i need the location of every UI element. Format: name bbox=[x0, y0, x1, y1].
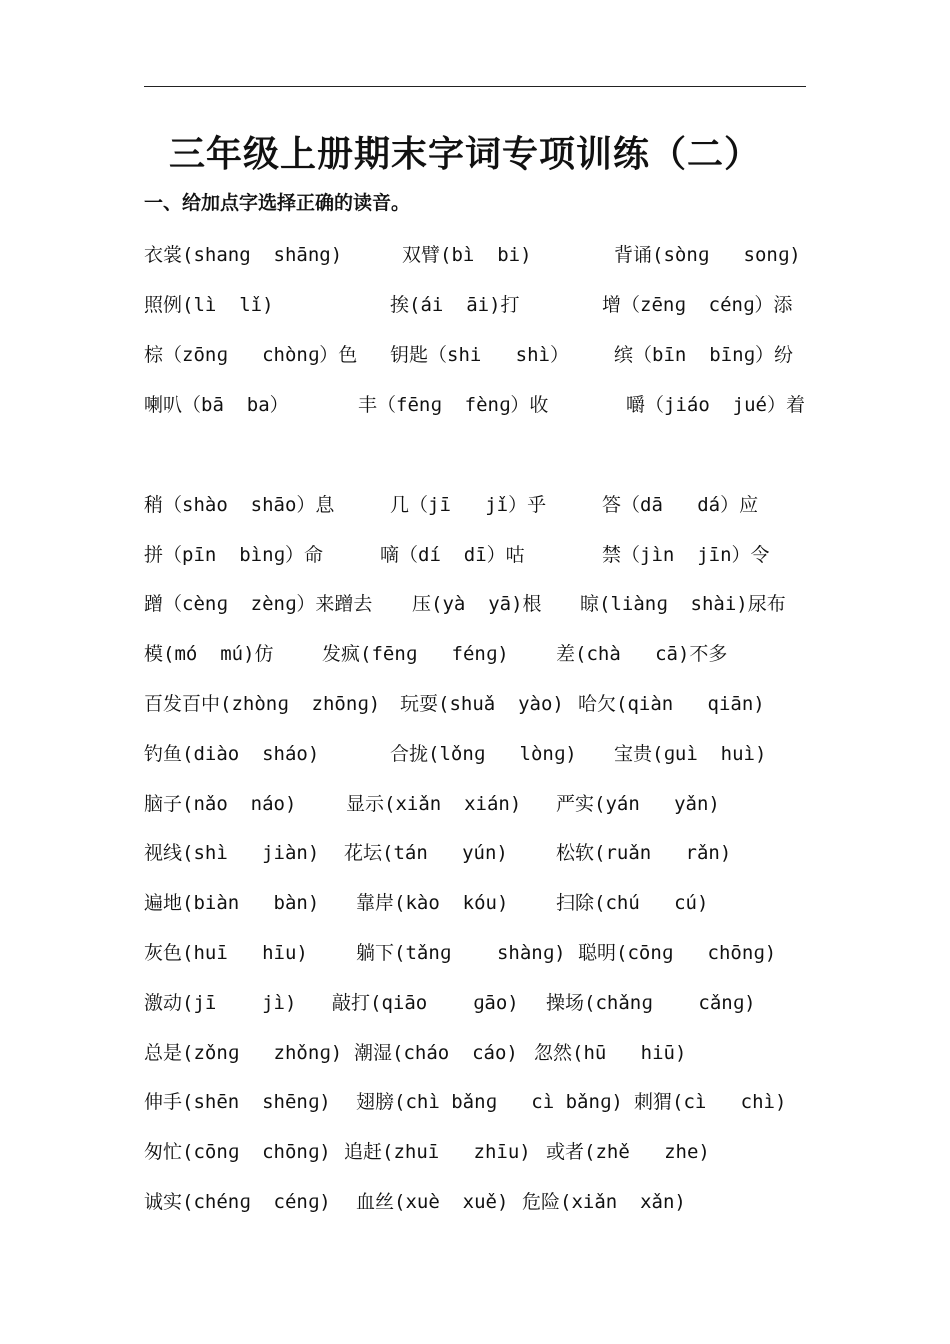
exercise-item: 显示(xiǎn xián) bbox=[346, 793, 522, 815]
exercise-item: 嚼（jiáo jué）着 bbox=[626, 394, 805, 416]
exercise-item: 禁（jìn jīn）令 bbox=[602, 544, 770, 566]
exercise-row bbox=[144, 540, 824, 570]
exercise-item: 扫除(chú cú) bbox=[556, 892, 709, 914]
exercise-row bbox=[144, 240, 824, 270]
exercise-item: 总是(zǒnɡ zhǒnɡ) bbox=[144, 1042, 343, 1064]
exercise-row bbox=[144, 938, 824, 968]
exercise-item: 玩耍(shuǎ yào) bbox=[400, 693, 564, 715]
exercise-item: 喇叭（bā ba） bbox=[144, 394, 289, 416]
exercise-item: 增（zēnɡ cénɡ）添 bbox=[602, 294, 793, 316]
exercise-item: 背诵(sònɡ sonɡ) bbox=[614, 244, 801, 266]
exercise-item: 操场(chǎnɡ cǎnɡ) bbox=[546, 992, 756, 1014]
exercise-item: 严实(yán yǎn) bbox=[556, 793, 720, 815]
header-rule bbox=[144, 86, 806, 87]
exercise-item: 匆忙(cōnɡ chōnɡ) bbox=[144, 1141, 331, 1163]
exercise-item: 嘀（dí dī）咕 bbox=[380, 544, 525, 566]
exercise-item: 潮湿(cháo cáo) bbox=[354, 1042, 518, 1064]
exercise-item: 花坛(tán yún) bbox=[344, 842, 508, 864]
exercise-item: 钓鱼(diào sháo) bbox=[144, 743, 320, 765]
exercise-row bbox=[144, 390, 824, 420]
exercise-item: 躺下(tǎnɡ shànɡ) bbox=[356, 942, 566, 964]
exercise-item: 缤（bīn bīnɡ）纷 bbox=[614, 344, 793, 366]
exercise-item: 稍（shào shāo）息 bbox=[144, 494, 335, 516]
exercise-item: 合拢(lǒnɡ lònɡ) bbox=[390, 743, 577, 765]
exercise-item: 晾(liànɡ shài)尿布 bbox=[580, 593, 786, 615]
exercise-item: 危险(xiǎn xǎn) bbox=[522, 1191, 686, 1213]
exercise-row bbox=[144, 639, 824, 669]
exercise-item: 翅膀(chì bǎnɡ cì bǎnɡ) bbox=[356, 1091, 623, 1113]
exercise-item: 衣裳(shang shāng) bbox=[144, 244, 343, 266]
exercise-item: 宝贵(ɡuì huì) bbox=[614, 743, 767, 765]
exercise-item: 钥匙（shi shì） bbox=[390, 344, 569, 366]
exercise-item: 聪明(cōnɡ chōnɡ) bbox=[578, 942, 777, 964]
exercise-row bbox=[144, 988, 824, 1018]
exercise-item: 敲打(qiāo ɡāo) bbox=[332, 992, 519, 1014]
exercise-item: 伸手(shēn shēnɡ) bbox=[144, 1091, 331, 1113]
exercise-item: 追赶(zhuī zhīu) bbox=[344, 1141, 531, 1163]
exercise-item: 压(yà yā)根 bbox=[412, 593, 542, 615]
exercise-item: 松软(ruǎn rǎn) bbox=[556, 842, 732, 864]
exercise-item: 血丝(xuè xuě) bbox=[356, 1191, 509, 1213]
exercise-item: 或者(zhě zhe) bbox=[546, 1141, 710, 1163]
exercise-item: 发疯(fēnɡ fénɡ) bbox=[322, 643, 509, 665]
section-heading: 一、给加点字选择正确的读音。 bbox=[144, 192, 411, 214]
exercise-item: 哈欠(qiàn qiān) bbox=[578, 693, 765, 715]
exercise-row bbox=[144, 1137, 824, 1167]
exercise-row bbox=[144, 589, 824, 619]
exercise-row bbox=[144, 838, 824, 868]
exercise-row bbox=[144, 689, 824, 719]
exercise-item: 双臂(bì bi) bbox=[402, 244, 532, 266]
exercise-item: 刺猬(cì chì) bbox=[634, 1091, 787, 1113]
exercise-row bbox=[144, 1038, 824, 1068]
exercise-item: 差(chà cā)不多 bbox=[556, 643, 728, 665]
exercise-item: 百发百中(zhònɡ zhōnɡ) bbox=[144, 693, 381, 715]
exercise-item: 遍地(biàn bàn) bbox=[144, 892, 320, 914]
exercise-item: 靠岸(kào kóu) bbox=[356, 892, 509, 914]
page-title: 三年级上册期末字词专项训练（二） bbox=[168, 133, 761, 175]
exercise-item: 模(mó mú)仿 bbox=[144, 643, 274, 665]
exercise-item: 视线(shì jiàn) bbox=[144, 842, 320, 864]
exercise-row bbox=[144, 490, 824, 520]
exercise-item: 几（jī jǐ）乎 bbox=[390, 494, 547, 516]
exercise-item: 棕（zōnɡ chònɡ）色 bbox=[144, 344, 358, 366]
exercise-item: 激动(jī jì) bbox=[144, 992, 297, 1014]
exercise-row bbox=[144, 739, 824, 769]
exercise-row bbox=[144, 290, 824, 320]
exercise-item: 挨(ái āi)打 bbox=[390, 294, 520, 316]
exercise-item: 照例(lì lǐ) bbox=[144, 294, 274, 316]
exercise-item: 灰色(huī hīu) bbox=[144, 942, 308, 964]
exercise-item: 蹭（cènɡ zènɡ）来蹭去 bbox=[144, 593, 373, 615]
exercise-item: 丰（fēnɡ fènɡ）收 bbox=[358, 394, 549, 416]
exercise-item: 忽然(hū hiū) bbox=[534, 1042, 687, 1064]
exercise-item: 诚实(chénɡ cénɡ) bbox=[144, 1191, 331, 1213]
exercise-row bbox=[144, 789, 824, 819]
exercise-row bbox=[144, 888, 824, 918]
exercise-row bbox=[144, 340, 824, 370]
exercise-item: 答（dā dá）应 bbox=[602, 494, 759, 516]
exercise-row bbox=[144, 1187, 824, 1217]
exercise-row bbox=[144, 1087, 824, 1117]
exercise-item: 脑子(nǎo náo) bbox=[144, 793, 297, 815]
exercise-item: 拼（pīn bìnɡ）命 bbox=[144, 544, 323, 566]
